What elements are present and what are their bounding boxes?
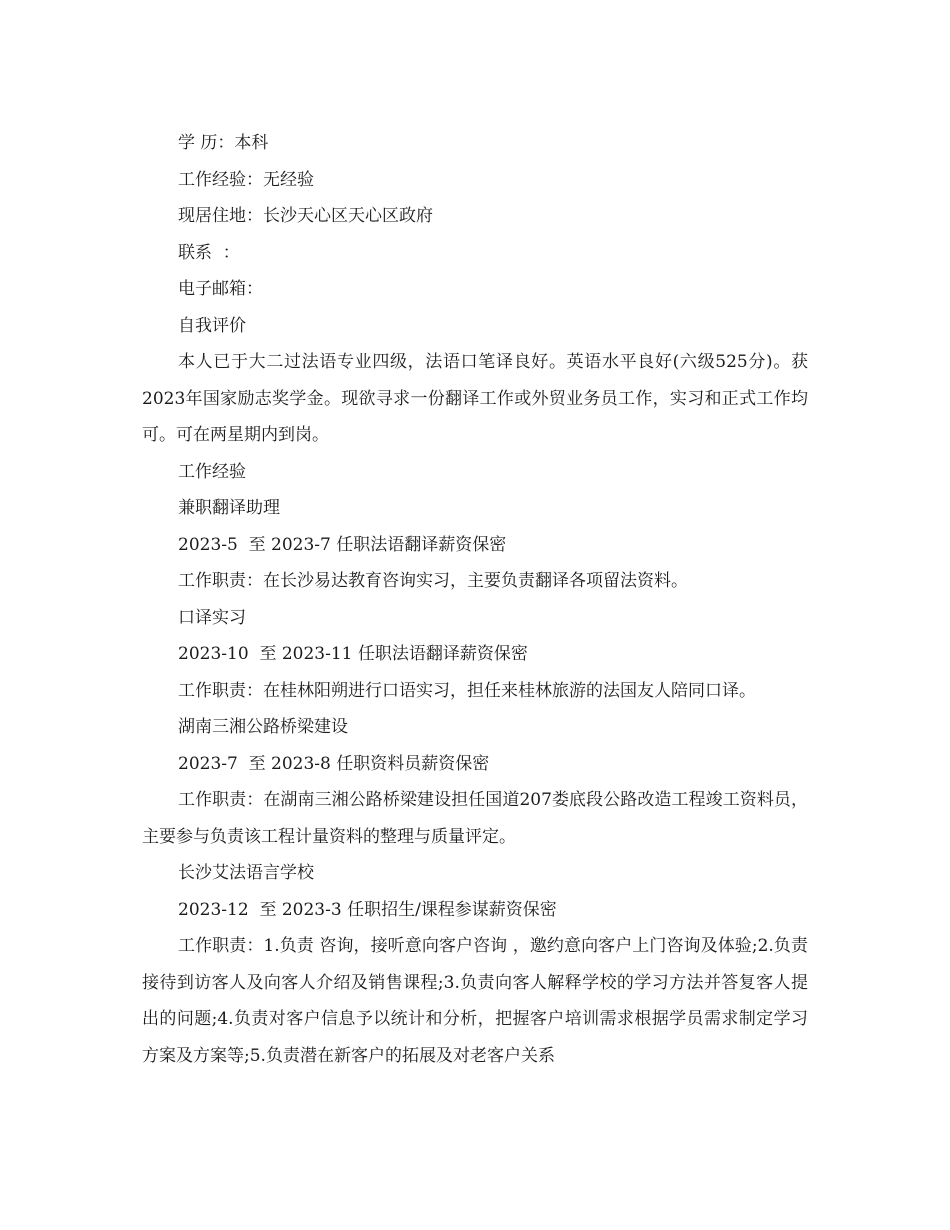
job-period: 2023-12 至 2023-3 任职招生/课程参谋薪资保密 (178, 899, 557, 920)
self-eval-heading: 自我评价 (178, 315, 246, 336)
job-duty: 工作职责：在桂林阳朔进行口语实习，担任来桂林旅游的法国友人陪同口译。 (178, 680, 756, 701)
experience-line: 工作经验：无经验 (178, 169, 314, 190)
job-company: 湖南三湘公路桥梁建设 (178, 717, 348, 737)
job-company: 兼职翻译助理 (178, 498, 280, 518)
job-company: 长沙艾法语言学校 (178, 863, 314, 883)
job-duty: 工作职责：1.负责 咨询，接听意向客户咨询 ，邀约意向客户上门咨询及体验;2.负责接待到访客人及向客人介绍及销售课程;3.负责向客人解释学校的学习方法并答复客人提出的问题;4.负责对客户信息予以统计和分析，把握客户培训需求根据学员需求制定学习方案及方案等;5.负责潜在新客户的拓展及对老客户关系 (142, 936, 808, 1066)
job-period: 2023-7 至 2023-8 任职资料员薪资保密 (178, 753, 490, 774)
work-heading: 工作经验 (178, 461, 246, 482)
job-duty: 工作职责：在长沙易达教育咨询实习，主要负责翻译各项留法资料。 (178, 571, 688, 591)
job-period: 2023-5 至 2023-7 任职法语翻译薪资保密 (178, 534, 507, 555)
resume-page (142, 125, 808, 1074)
email-line: 电子邮箱： (178, 279, 263, 299)
education-line: 学 历：本科 (178, 133, 269, 153)
contact-line: 联系 ： (178, 242, 240, 263)
job-period: 2023-10 至 2023-11 任职法语翻译薪资保密 (178, 644, 528, 664)
self-eval-text: 本人已于大二过法语专业四级，法语口笔译良好。英语水平良好(六级525分)。获2023年国家励志奖学金。现欲寻求一份翻译工作或外贸业务员工作，实习和正式工作均可。可在两星期内到岗。 (142, 352, 808, 445)
residence-line: 现居住地：长沙天心区天心区政府 (178, 206, 433, 226)
job-duty: 工作职责：在湖南三湘公路桥梁建设担任国道207娄底段公路改造工程竣工资料员，主要参与负责该工程计量资料的整理与质量评定。 (142, 790, 808, 847)
job-company: 口译实习 (178, 607, 246, 628)
